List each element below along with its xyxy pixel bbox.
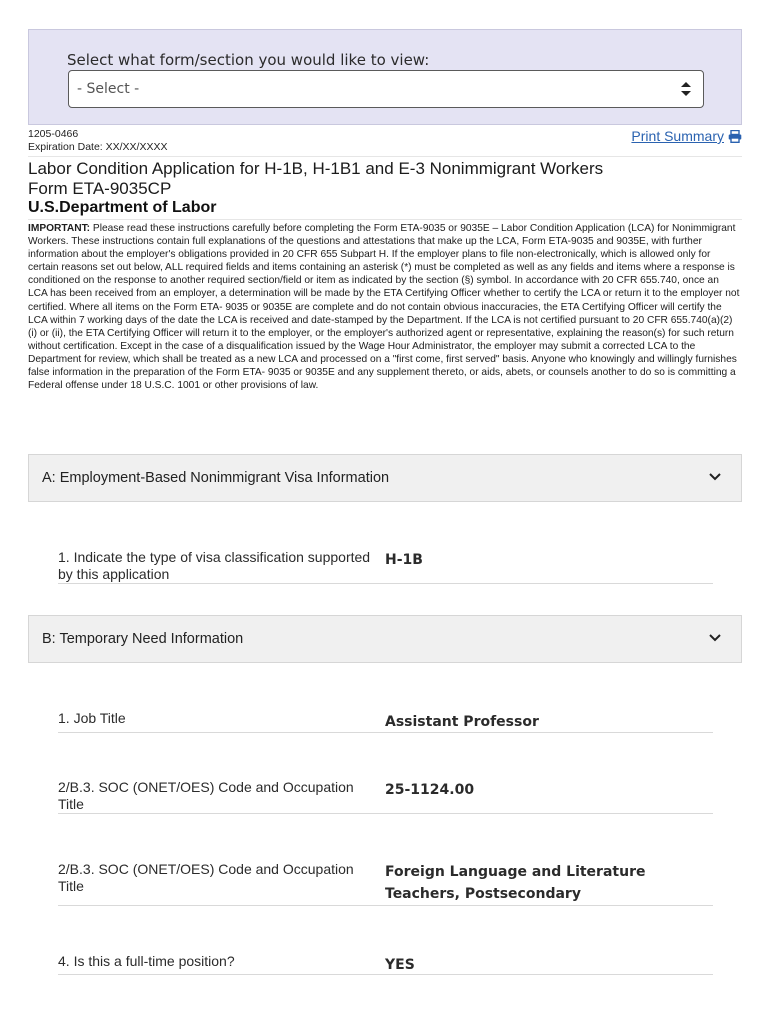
important-instructions	[28, 222, 740, 392]
page-title: Labor Condition Application for H-1B, H-1B1 and E-3 Nonimmigrant Workers	[28, 159, 604, 178]
field-value: Assistant Professor	[385, 714, 539, 730]
form-number: Form ETA-9035CP	[28, 179, 172, 198]
field-visa-classification	[58, 549, 713, 584]
field-value: Foreign Language and Literature Teachers, Postsecondary	[385, 864, 646, 902]
important-lead: IMPORTANT:	[28, 223, 91, 234]
section-b-accordion[interactable]	[28, 615, 742, 663]
print-summary-label: Print Summary	[631, 128, 724, 144]
form-section-select[interactable]	[68, 70, 704, 108]
form-header	[28, 159, 742, 218]
printer-icon	[728, 130, 742, 143]
field-label: 2/B.3. SOC (ONET/OES) Code and Occupation Title	[58, 779, 354, 812]
form-selector-panel	[28, 29, 742, 125]
expiration-date: Expiration Date: XX/XX/XXXX	[28, 141, 168, 153]
field-full-time	[58, 953, 713, 975]
form-selector-label: Select what form/section you would like to view:	[67, 51, 430, 69]
omb-number: 1205-0466	[28, 128, 79, 140]
field-label: 2/B.3. SOC (ONET/OES) Code and Occupation Title	[58, 861, 354, 894]
field-value: 25-1124.00	[385, 782, 475, 798]
divider	[28, 219, 742, 220]
print-summary-link[interactable]	[631, 128, 742, 144]
divider	[28, 156, 742, 157]
important-text: Please read these instructions carefully before completing the Form ETA-9035 or 9035E – Labor Condition Application (LCA) for Nonimmigrant Workers. These instructions contain full explanations of the questions and attestations that make up the LCA, Form ETA-9035 and 9035E, with further information about the employer's obligations provided in 20 CFR 655 Subpart H. If the employer plans to file non-electronically, which is allowed only for certain reasons set out below, ALL required fields and items containing an asterisk (*) must be completed as well as any fields and items where a response is conditioned on the response to another required section/field or item as indicated by the section (§) symbol. In accordance with 20 CFR 655.740, once an LCA has been received from an employer, a determination will be made by the ETA Certifying Officer whether to certify the LCA or return it to the employer not certified. Where all items on the Form ETA- 9035 or 9035E are complete and do not contain obvious inaccuracies, the ETA Certifying Officer will certify the LCA within 7 working days of the date the LCA is received and date-stamped by the Department. If the LCA is not certified pursuant to 20 CFR 655.740(a)(2)(i) or (ii), the ETA Certifying Officer will return it to the employer, or the employer's authorized agent or representative, explaining the reason(s) for such return without certification. Except in the case of a disqualification issued by the Wage Hour Administrator, the employer may submit a corrected LCA to the Department for review, which shall be treated as a new LCA and processed on a "first come, first served" basis. Anyone who knowingly and willingly furnishes false information in the preparation of the Form ETA- 9035 or 9035E and any supplement thereto, or aids, abets, or counsels another to do so is committing a Federal offense under 18 U.S.C. 1001 or other provisions of law.	[28, 223, 740, 392]
field-value: YES	[385, 957, 415, 973]
chevron-down-icon	[709, 634, 721, 642]
field-label: 4. Is this a full-time position?	[58, 953, 235, 969]
section-b-title: B: Temporary Need Information	[42, 631, 244, 647]
field-soc-title	[58, 861, 713, 906]
form-section-select-value: - Select -	[77, 81, 140, 97]
field-label: 1. Indicate the type of visa classification supported by this application	[58, 549, 371, 582]
department-name: U.S.Department of Labor	[28, 199, 217, 216]
section-a-title: A: Employment-Based Nonimmigrant Visa Information	[42, 470, 390, 486]
field-label: 1. Job Title	[58, 710, 126, 726]
sort-icon	[681, 82, 691, 96]
chevron-down-icon	[709, 473, 721, 481]
field-value: H-1B	[385, 552, 423, 568]
section-a-accordion[interactable]	[28, 454, 742, 502]
field-soc-code	[58, 779, 713, 814]
field-job-title	[58, 710, 713, 733]
